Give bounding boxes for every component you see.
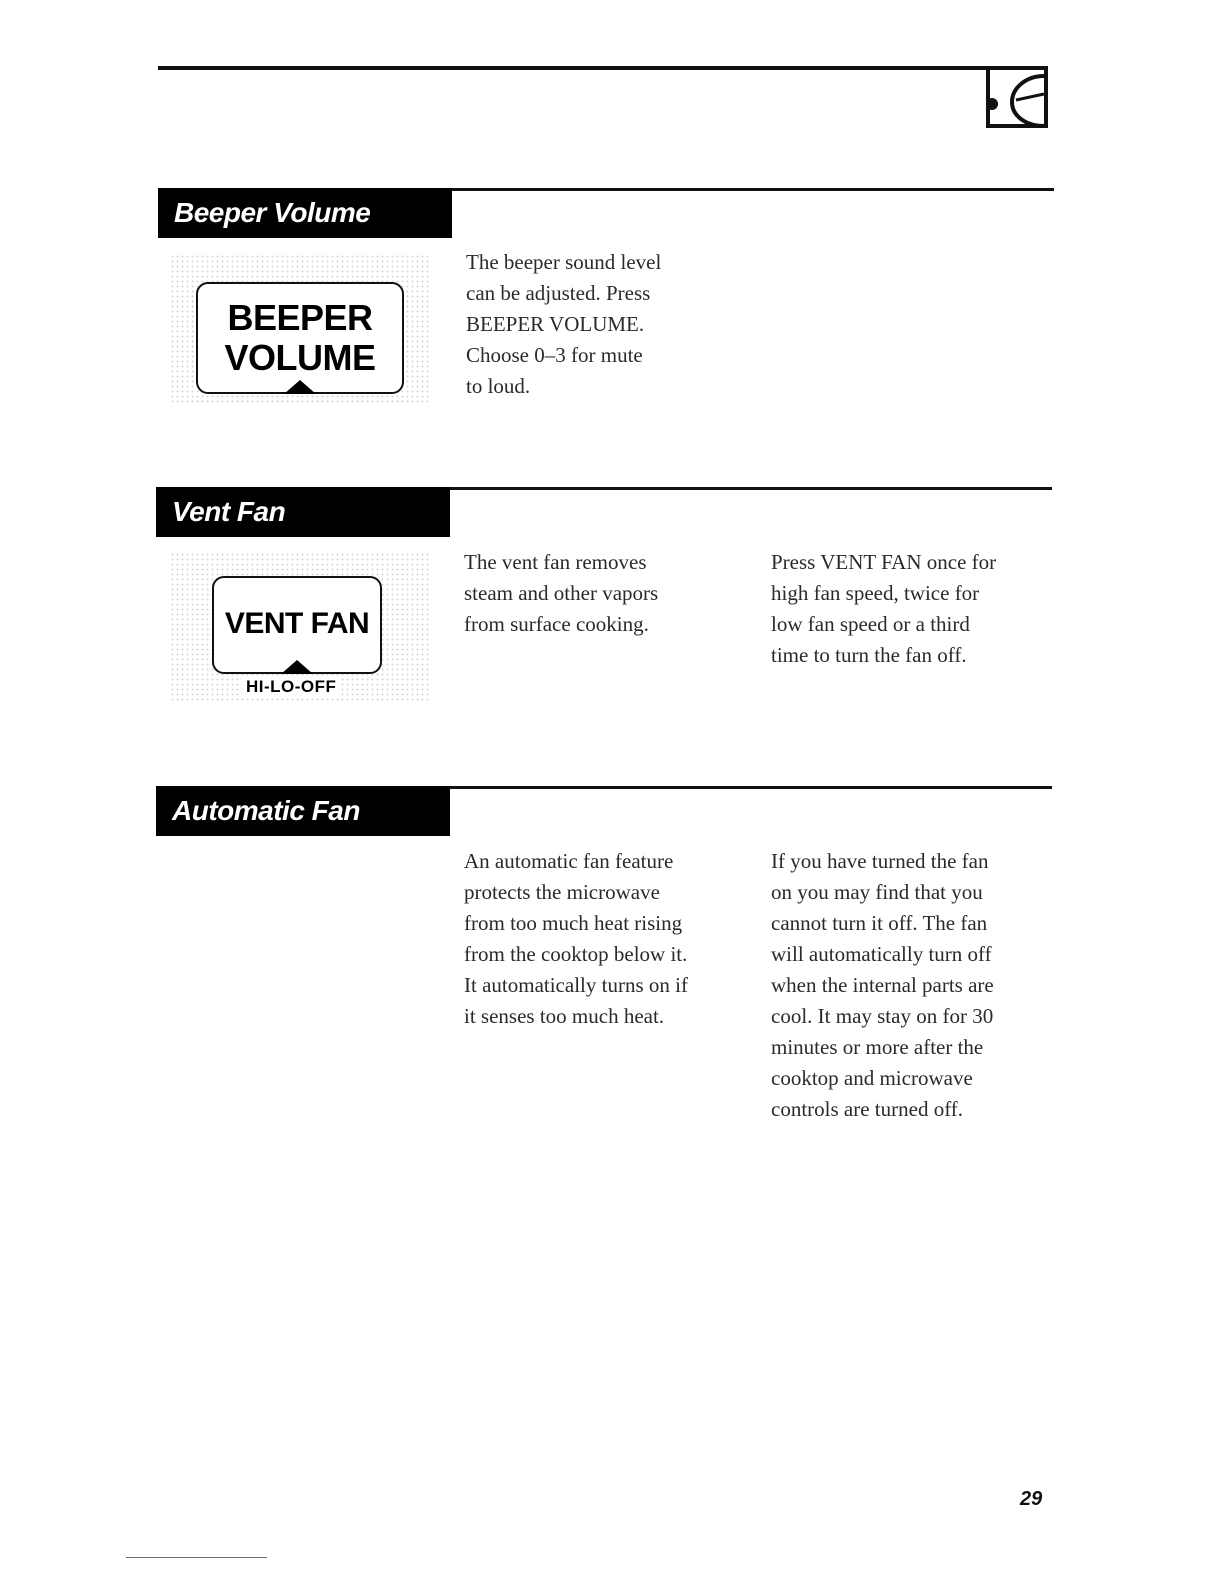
triangle-indicator-icon (281, 660, 313, 674)
vent-fan-key (212, 576, 382, 674)
key-label: VENT FAN (224, 607, 370, 640)
vent-fan-key-panel (170, 552, 430, 702)
page-number: 29 (1020, 1488, 1043, 1510)
key-label: VOLUME (224, 337, 376, 378)
beeper-key-panel (170, 254, 430, 404)
section-title-automatic-fan: Automatic Fan (156, 786, 450, 836)
beeper-volume-key (196, 282, 404, 394)
section-rule (450, 487, 1052, 490)
section-rule (452, 188, 1054, 191)
stirring-bowl-icon (986, 66, 1048, 128)
key-label: BEEPER (227, 297, 373, 338)
section-rule (450, 786, 1052, 789)
automatic-fan-details: If you have turned the fan on you may find that you cannot turn it off. The fan will automatically turn off when the internal parts are cool. It may stay on for 30 minutes or more after the cooktop and microwave controls are turned off. (771, 849, 994, 1121)
section-title-beeper-volume: Beeper Volume (158, 188, 452, 238)
vent-fan-instructions: Press VENT FAN once for high fan speed, twice for low fan speed or a third time to turn the fan off. (771, 550, 997, 667)
beeper-description: The beeper sound level can be adjusted. Press BEEPER VOLUME. Choose 0–3 for mute to loud. (466, 250, 662, 398)
triangle-indicator-icon (284, 380, 316, 394)
top-rule (158, 66, 988, 70)
key-caption: HI-LO-OFF (242, 677, 340, 697)
bottom-link-line (126, 1557, 267, 1558)
vent-fan-description: The vent fan removes steam and other vapors from surface cooking. (464, 550, 659, 636)
automatic-fan-description: An automatic fan feature protects the microwave from too much heat rising from the cooktop below it. It automatically turns on if it senses too much heat. (464, 849, 688, 1028)
section-title-vent-fan: Vent Fan (156, 487, 450, 537)
